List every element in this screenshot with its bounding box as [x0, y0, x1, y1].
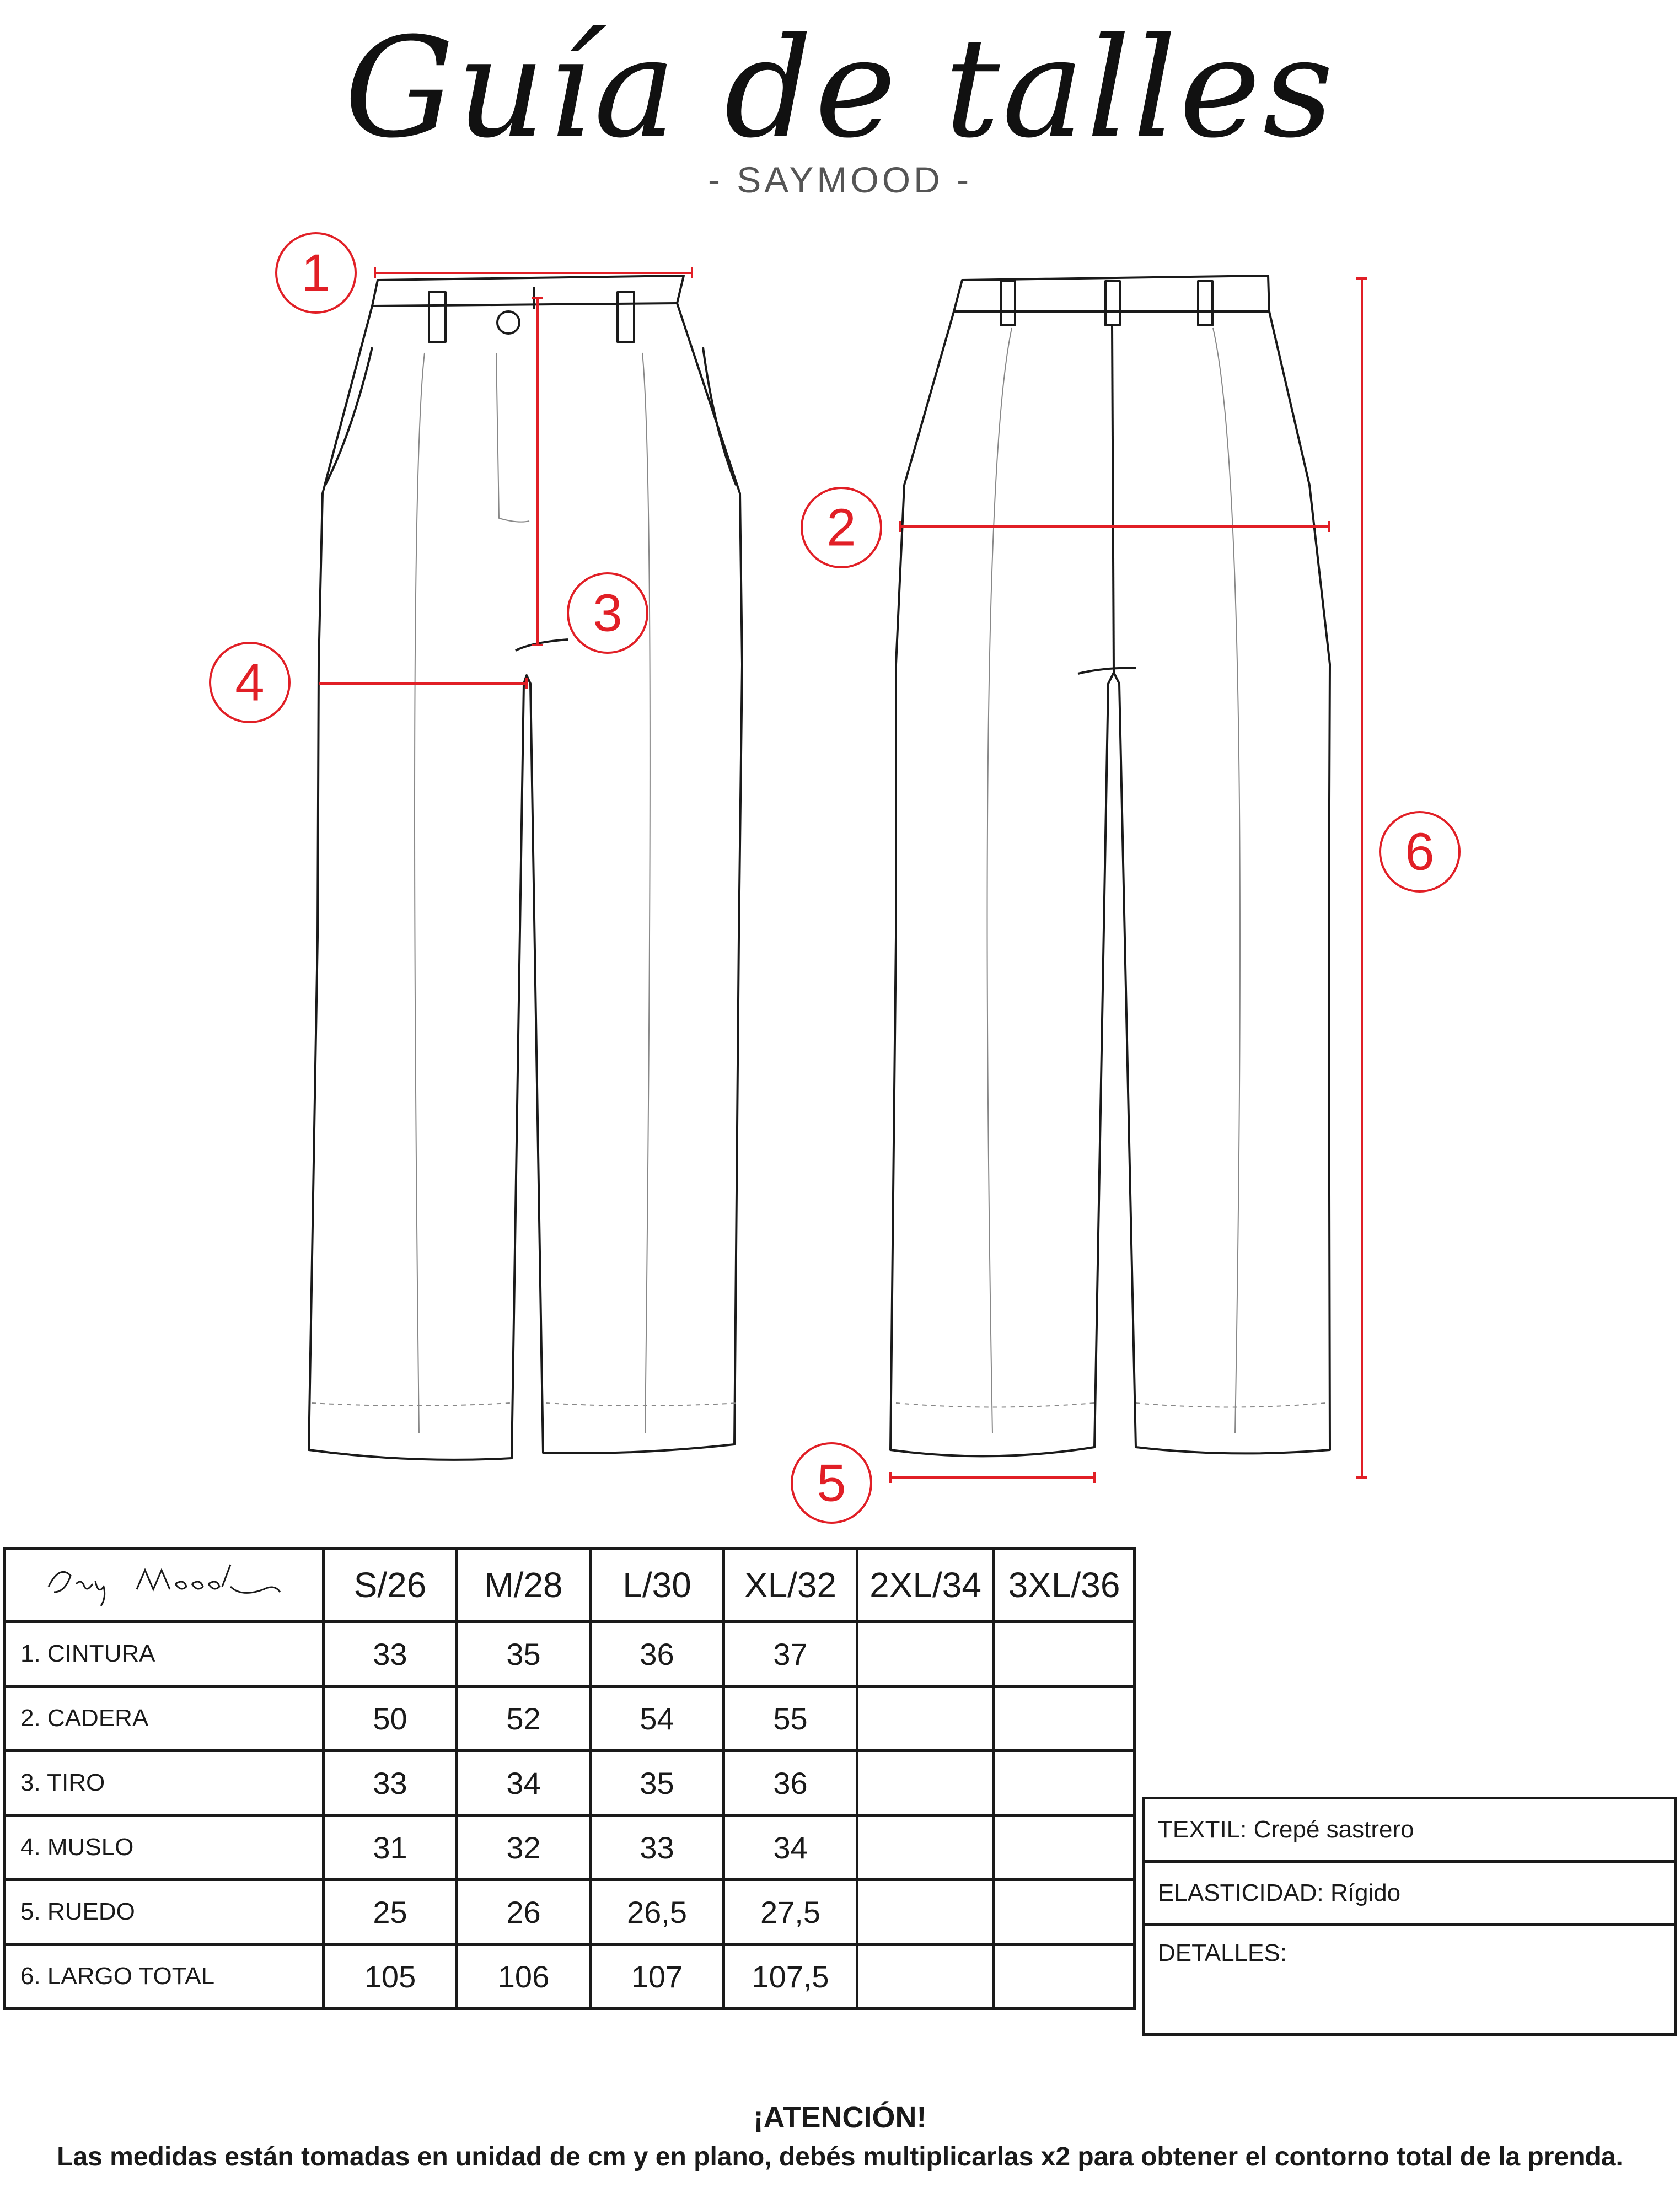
- table-cell: 35: [457, 1622, 591, 1686]
- table-cell: [994, 1880, 1135, 1944]
- table-cell: [994, 1622, 1135, 1686]
- size-header-row: [5, 1549, 1135, 1622]
- detalles-info: DETALLES:: [1144, 1925, 1676, 2035]
- table-cell: 106: [457, 1944, 591, 2009]
- fabric-info-table: [1142, 1797, 1677, 2036]
- table-cell: [857, 1686, 994, 1751]
- table-cell: [857, 1622, 994, 1686]
- table-cell: 35: [591, 1751, 724, 1815]
- size-header: 3XL/36: [994, 1549, 1135, 1622]
- table-cell: [994, 1686, 1135, 1751]
- size-table: [3, 1547, 1136, 2010]
- size-header: L/30: [591, 1549, 724, 1622]
- logo-cell: [5, 1549, 324, 1622]
- measurement-lines: [319, 267, 1367, 1483]
- size-header: 2XL/34: [857, 1549, 994, 1622]
- notice-heading: ¡ATENCIÓN!: [753, 2101, 927, 2134]
- elasticidad-info: ELASTICIDAD: Rígido: [1144, 1862, 1676, 1925]
- size-header: XL/32: [724, 1549, 857, 1622]
- row-label: 5. RUEDO: [5, 1880, 324, 1944]
- table-cell: 50: [324, 1686, 457, 1751]
- table-cell: [857, 1815, 994, 1880]
- table-cell: 36: [724, 1751, 857, 1815]
- table-cell: 107,5: [724, 1944, 857, 2009]
- saymood-logo-signature: [43, 1554, 286, 1609]
- marker-3-label: 3: [593, 583, 622, 643]
- row-label: 4. MUSLO: [5, 1815, 324, 1880]
- table-cell: 52: [457, 1686, 591, 1751]
- table-cell: 31: [324, 1815, 457, 1880]
- front-view-drawing: [309, 276, 742, 1460]
- brand-subtitle: - SAYMOOD -: [707, 159, 973, 200]
- table-cell: 105: [324, 1944, 457, 2009]
- table-cell: 27,5: [724, 1880, 857, 1944]
- table-row: [5, 1815, 1135, 1880]
- table-row: [5, 1944, 1135, 2009]
- table-cell: [994, 1751, 1135, 1815]
- table-cell: 32: [457, 1815, 591, 1880]
- row-label: 1. CINTURA: [5, 1622, 324, 1686]
- table-cell: 34: [724, 1815, 857, 1880]
- table-cell: 37: [724, 1622, 857, 1686]
- row-label: 3. TIRO: [5, 1751, 324, 1815]
- marker-2-label: 2: [826, 498, 856, 557]
- table-cell: 55: [724, 1686, 857, 1751]
- table-cell: [994, 1815, 1135, 1880]
- row-label: 2. CADERA: [5, 1686, 324, 1751]
- textil-info: TEXTIL: Crepé sastrero: [1144, 1798, 1676, 1862]
- marker-4-label: 4: [235, 653, 265, 712]
- table-cell: 33: [324, 1622, 457, 1686]
- size-header: M/28: [457, 1549, 591, 1622]
- measurement-markers: [210, 233, 1459, 1523]
- row-label: 6. LARGO TOTAL: [5, 1944, 324, 2009]
- table-cell: 33: [324, 1751, 457, 1815]
- back-view-drawing: [890, 276, 1330, 1456]
- table-cell: 107: [591, 1944, 724, 2009]
- table-row: [5, 1880, 1135, 1944]
- table-cell: 26,5: [591, 1880, 724, 1944]
- notice-text: Las medidas están tomadas en unidad de cm y en plano, debés multiplicarlas x2 para obtener el contorno total de la prenda.: [57, 2142, 1623, 2172]
- table-cell: 26: [457, 1880, 591, 1944]
- table-cell: [857, 1751, 994, 1815]
- table-cell: 36: [591, 1622, 724, 1686]
- table-cell: 54: [591, 1686, 724, 1751]
- page-title: Guía de talles: [344, 8, 1336, 168]
- table-cell: [994, 1944, 1135, 2009]
- table-cell: 25: [324, 1880, 457, 1944]
- table-row: [5, 1622, 1135, 1686]
- table-row: [5, 1686, 1135, 1751]
- marker-5-label: 5: [817, 1453, 846, 1513]
- size-header: S/26: [324, 1549, 457, 1622]
- table-cell: 33: [591, 1815, 724, 1880]
- table-row: [5, 1751, 1135, 1815]
- marker-1-label: 1: [301, 243, 331, 303]
- marker-6-label: 6: [1405, 822, 1435, 882]
- table-cell: [857, 1880, 994, 1944]
- table-cell: 34: [457, 1751, 591, 1815]
- table-cell: [857, 1944, 994, 2009]
